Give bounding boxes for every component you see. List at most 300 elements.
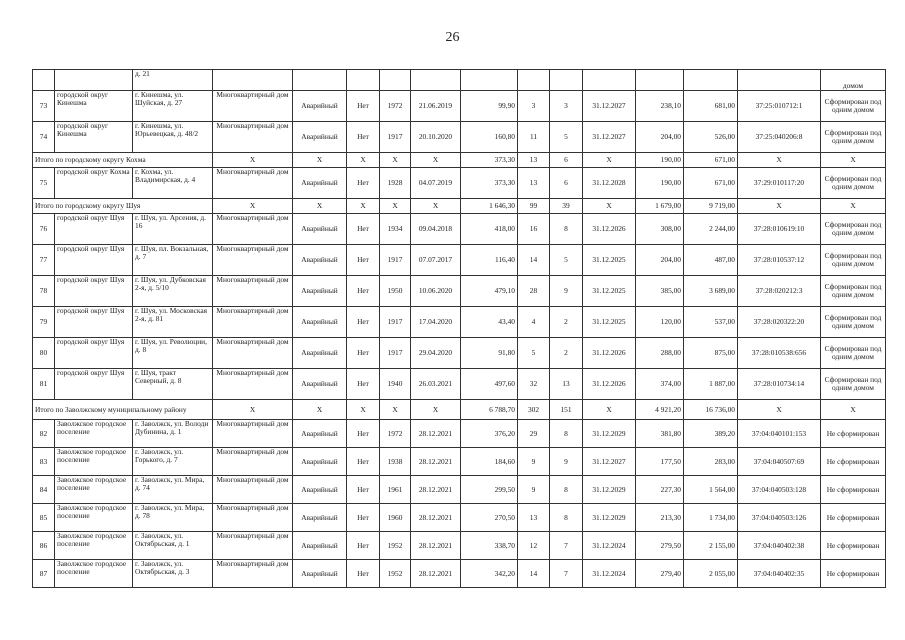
rooms-cell: 8 <box>550 214 583 245</box>
area-cell: 184,60 <box>461 448 518 476</box>
total-x-cell: X <box>293 400 347 420</box>
flag-cell: Нет <box>347 276 380 307</box>
status-cell: Не сформирован <box>821 532 886 560</box>
flag-cell: Нет <box>347 560 380 588</box>
total-row <box>33 400 886 420</box>
year-cell: 1950 <box>380 276 411 307</box>
total-label: Итого по Заволжскому муниципальному району <box>33 400 213 420</box>
cadastral-cell: 37:28:010538:656 <box>738 338 821 369</box>
status-cell: домом <box>821 70 886 91</box>
total-value-1: 4 921,20 <box>636 400 684 420</box>
value-2-cell: 1 564,00 <box>684 476 738 504</box>
deadline-cell: 31.12.2027 <box>583 91 636 122</box>
date-cell: 28.12.2021 <box>411 420 461 448</box>
deadline-cell: 31.12.2025 <box>583 307 636 338</box>
value-1-cell: 279,40 <box>636 560 684 588</box>
total-deadline: X <box>583 199 636 214</box>
total-value-2: 671,00 <box>684 153 738 168</box>
rooms-cell: 8 <box>550 420 583 448</box>
status-cell: Не сформирован <box>821 420 886 448</box>
cadastral-cell: 37:28:020212:3 <box>738 276 821 307</box>
table-row <box>33 91 886 122</box>
building-type-cell: Многоквартирный дом <box>213 504 293 532</box>
cadastral-cell: 37:29:010117:20 <box>738 168 821 199</box>
deadline-cell: 31.12.2026 <box>583 338 636 369</box>
rooms-cell: 2 <box>550 307 583 338</box>
area-cell: 91,80 <box>461 338 518 369</box>
year-cell: 1940 <box>380 369 411 400</box>
deadline-cell: 31.12.2025 <box>583 245 636 276</box>
people-cell: 5 <box>518 338 550 369</box>
status-cell: Сформирован под одним домом <box>821 307 886 338</box>
value-1-cell: 190,00 <box>636 168 684 199</box>
area-cell: 43,40 <box>461 307 518 338</box>
year-cell: 1972 <box>380 91 411 122</box>
total-row <box>33 153 886 168</box>
flag-cell: Нет <box>347 338 380 369</box>
row-number: 84 <box>33 476 55 504</box>
people-cell: 14 <box>518 245 550 276</box>
total-people: 302 <box>518 400 550 420</box>
value-2-cell: 671,00 <box>684 168 738 199</box>
row-number: 87 <box>33 560 55 588</box>
total-x-cell: X <box>347 153 380 168</box>
cadastral-cell: 37:04:040503:128 <box>738 476 821 504</box>
value-2-cell: 283,00 <box>684 448 738 476</box>
date-cell: 20.10.2020 <box>411 122 461 153</box>
year-cell: 1917 <box>380 245 411 276</box>
deadline-cell: 31.12.2027 <box>583 448 636 476</box>
table-row <box>33 532 886 560</box>
condition-cell: Аварийный <box>293 168 347 199</box>
municipality-cell: Заволжское городское поселение <box>55 420 133 448</box>
date-cell: 28.12.2021 <box>411 560 461 588</box>
total-label: Итого по городскому округу Кохма <box>33 153 213 168</box>
year-cell: 1952 <box>380 532 411 560</box>
date-cell: 17.04.2020 <box>411 307 461 338</box>
area-cell: 338,70 <box>461 532 518 560</box>
condition-cell: Аварийный <box>293 122 347 153</box>
condition-cell: Аварийный <box>293 91 347 122</box>
address-cell: г. Шуя, ул. Революции, д. 8 <box>133 338 213 369</box>
building-type-cell: Многоквартирный дом <box>213 448 293 476</box>
condition-cell: Аварийный <box>293 214 347 245</box>
page-number: 26 <box>445 30 460 45</box>
rooms-cell: 5 <box>550 122 583 153</box>
address-cell: г. Заволжск, ул. Володи Дубинина, д. 1 <box>133 420 213 448</box>
cadastral-cell: 37:04:040507:69 <box>738 448 821 476</box>
value-2-cell: 875,00 <box>684 338 738 369</box>
people-cell: 4 <box>518 307 550 338</box>
value-1-cell: 279,50 <box>636 532 684 560</box>
total-row <box>33 199 886 214</box>
building-type-cell: Многоквартирный дом <box>213 122 293 153</box>
flag-cell: Нет <box>347 168 380 199</box>
value-1-cell: 213,30 <box>636 504 684 532</box>
flag-cell: Нет <box>347 420 380 448</box>
flag-cell: Нет <box>347 122 380 153</box>
deadline-cell: 31.12.2028 <box>583 168 636 199</box>
rooms-cell: 9 <box>550 276 583 307</box>
cadastral-cell: 37:28:010619:10 <box>738 214 821 245</box>
total-x-cell: X <box>213 153 293 168</box>
condition-cell: Аварийный <box>293 420 347 448</box>
people-cell: 9 <box>518 476 550 504</box>
total-x-cell: X <box>411 199 461 214</box>
condition-cell: Аварийный <box>293 448 347 476</box>
value-2-cell: 2 155,00 <box>684 532 738 560</box>
date-cell: 28.12.2021 <box>411 504 461 532</box>
deadline-cell: 31.12.2024 <box>583 560 636 588</box>
value-2-cell: 1 734,00 <box>684 504 738 532</box>
cadastral-cell: 37:04:040402:35 <box>738 560 821 588</box>
table-body <box>33 70 886 588</box>
flag-cell: Нет <box>347 369 380 400</box>
total-x-cell: X <box>411 153 461 168</box>
building-type-cell: Многоквартирный дом <box>213 420 293 448</box>
address-cell: г. Шуя, ул. Дубковская 2-я, д. 5/10 <box>133 276 213 307</box>
cadastral-cell: 37:25:010712:1 <box>738 91 821 122</box>
rooms-cell: 8 <box>550 504 583 532</box>
area-cell: 497,60 <box>461 369 518 400</box>
value-1-cell: 385,00 <box>636 276 684 307</box>
cadastral-cell: 37:28:020322:20 <box>738 307 821 338</box>
building-type-cell: Многоквартирный дом <box>213 307 293 338</box>
deadline-cell: 31.12.2024 <box>583 532 636 560</box>
row-number: 82 <box>33 420 55 448</box>
people-cell: 13 <box>518 168 550 199</box>
row-number: 83 <box>33 448 55 476</box>
address-cell: г. Кинешма, ул. Шуйская, д. 27 <box>133 91 213 122</box>
total-rooms: 39 <box>550 199 583 214</box>
condition-cell: Аварийный <box>293 504 347 532</box>
people-cell: 29 <box>518 420 550 448</box>
flag-cell: Нет <box>347 307 380 338</box>
deadline-cell: 31.12.2026 <box>583 369 636 400</box>
total-value-2: 16 736,00 <box>684 400 738 420</box>
year-cell: 1972 <box>380 420 411 448</box>
rooms-cell: 8 <box>550 476 583 504</box>
status-cell: Сформирован под одним домом <box>821 369 886 400</box>
value-1-cell: 308,00 <box>636 214 684 245</box>
building-type-cell: Многоквартирный дом <box>213 560 293 588</box>
total-x-cell: X <box>380 153 411 168</box>
date-cell: 28.12.2021 <box>411 532 461 560</box>
rooms-cell: 2 <box>550 338 583 369</box>
people-cell: 13 <box>518 504 550 532</box>
people-cell: 3 <box>518 91 550 122</box>
date-cell: 28.12.2021 <box>411 476 461 504</box>
condition-cell: Аварийный <box>293 338 347 369</box>
total-people: 99 <box>518 199 550 214</box>
table-row <box>33 168 886 199</box>
flag-cell: Нет <box>347 448 380 476</box>
address-cell: г. Шуя, ул. Московская 2-я, д. 81 <box>133 307 213 338</box>
area-cell: 342,20 <box>461 560 518 588</box>
table-row <box>33 122 886 153</box>
row-number: 77 <box>33 245 55 276</box>
date-cell: 09.04.2018 <box>411 214 461 245</box>
building-type-cell: Многоквартирный дом <box>213 214 293 245</box>
value-1-cell: 120,00 <box>636 307 684 338</box>
status-cell: Не сформирован <box>821 504 886 532</box>
people-cell: 14 <box>518 560 550 588</box>
date-cell: 26.03.2021 <box>411 369 461 400</box>
date-cell: 04.07.2019 <box>411 168 461 199</box>
year-cell: 1934 <box>380 214 411 245</box>
building-type-cell: Многоквартирный дом <box>213 476 293 504</box>
row-number: 74 <box>33 122 55 153</box>
status-cell: Не сформирован <box>821 448 886 476</box>
table-row <box>33 369 886 400</box>
area-cell: 299,50 <box>461 476 518 504</box>
building-type-cell: Многоквартирный дом <box>213 91 293 122</box>
people-cell: 32 <box>518 369 550 400</box>
condition-cell: Аварийный <box>293 307 347 338</box>
row-number: 78 <box>33 276 55 307</box>
table-row <box>33 307 886 338</box>
condition-cell: Аварийный <box>293 245 347 276</box>
table-row <box>33 448 886 476</box>
area-cell: 116,40 <box>461 245 518 276</box>
condition-cell: Аварийный <box>293 532 347 560</box>
value-1-cell: 238,10 <box>636 91 684 122</box>
value-2-cell: 487,00 <box>684 245 738 276</box>
rooms-cell: 7 <box>550 532 583 560</box>
deadline-cell: 31.12.2025 <box>583 276 636 307</box>
total-cadastral: X <box>738 199 821 214</box>
address-cell: г. Заволжск, ул. Горького, д. 7 <box>133 448 213 476</box>
total-deadline: X <box>583 153 636 168</box>
municipality-cell: Заволжское городское поселение <box>55 532 133 560</box>
rooms-cell: 5 <box>550 245 583 276</box>
address-cell: г. Шуя, ул. Арсения, д. 16 <box>133 214 213 245</box>
total-value-1: 190,00 <box>636 153 684 168</box>
condition-cell: Аварийный <box>293 560 347 588</box>
status-cell: Сформирован под одним домом <box>821 168 886 199</box>
area-cell: 479,10 <box>461 276 518 307</box>
people-cell: 16 <box>518 214 550 245</box>
table-row <box>33 276 886 307</box>
year-cell: 1917 <box>380 307 411 338</box>
flag-cell: Нет <box>347 476 380 504</box>
condition-cell: Аварийный <box>293 369 347 400</box>
area-cell: 99,90 <box>461 91 518 122</box>
municipality-cell: Заволжское городское поселение <box>55 504 133 532</box>
total-status: X <box>821 199 886 214</box>
status-cell: Сформирован под одним домом <box>821 338 886 369</box>
value-1-cell: 204,00 <box>636 122 684 153</box>
address-cell: г. Шуя, пл. Вокзальная, д. 7 <box>133 245 213 276</box>
municipality-cell: Заволжское городское поселение <box>55 560 133 588</box>
address-cell: г. Заволжск, ул. Мира, д. 74 <box>133 476 213 504</box>
table-row <box>33 476 886 504</box>
total-value-1: 1 679,00 <box>636 199 684 214</box>
total-people: 13 <box>518 153 550 168</box>
total-x-cell: X <box>347 199 380 214</box>
total-deadline: X <box>583 400 636 420</box>
table-row <box>33 560 886 588</box>
total-status: X <box>821 153 886 168</box>
total-x-cell: X <box>213 199 293 214</box>
building-type-cell: Многоквартирный дом <box>213 338 293 369</box>
value-2-cell: 2 244,00 <box>684 214 738 245</box>
status-cell: Не сформирован <box>821 476 886 504</box>
status-cell: Сформирован под одним домом <box>821 245 886 276</box>
municipality-cell: городской округ Шуя <box>55 307 133 338</box>
total-area: 1 646,30 <box>461 199 518 214</box>
address-cell: г. Заволжск, ул. Мира, д. 78 <box>133 504 213 532</box>
area-cell: 376,20 <box>461 420 518 448</box>
total-cadastral: X <box>738 153 821 168</box>
address-cell: д. 21 <box>133 70 213 91</box>
building-type-cell: Многоквартирный дом <box>213 168 293 199</box>
value-1-cell: 288,00 <box>636 338 684 369</box>
flag-cell: Нет <box>347 214 380 245</box>
value-1-cell: 204,00 <box>636 245 684 276</box>
rooms-cell: 13 <box>550 369 583 400</box>
deadline-cell: 31.12.2029 <box>583 504 636 532</box>
date-cell: 28.12.2021 <box>411 448 461 476</box>
flag-cell: Нет <box>347 91 380 122</box>
status-cell: Сформирован под одним домом <box>821 91 886 122</box>
value-2-cell: 526,00 <box>684 122 738 153</box>
row-number: 81 <box>33 369 55 400</box>
municipality-cell: городской округ Кохма <box>55 168 133 199</box>
deadline-cell: 31.12.2029 <box>583 476 636 504</box>
total-label: Итого по городскому округу Шуя <box>33 199 213 214</box>
table-row <box>33 504 886 532</box>
flag-cell: Нет <box>347 245 380 276</box>
housing-register-table <box>32 69 886 588</box>
total-x-cell: X <box>347 400 380 420</box>
municipality-cell: городской округ Шуя <box>55 214 133 245</box>
table-row <box>33 245 886 276</box>
municipality-cell: Заволжское городское поселение <box>55 476 133 504</box>
building-type-cell: Многоквартирный дом <box>213 532 293 560</box>
cadastral-cell: 37:28:010734:14 <box>738 369 821 400</box>
date-cell: 10.06.2020 <box>411 276 461 307</box>
row-number: 86 <box>33 532 55 560</box>
date-cell: 07.07.2017 <box>411 245 461 276</box>
row-number: 85 <box>33 504 55 532</box>
people-cell: 28 <box>518 276 550 307</box>
municipality-cell: городской округ Шуя <box>55 369 133 400</box>
rooms-cell: 9 <box>550 448 583 476</box>
value-2-cell: 537,00 <box>684 307 738 338</box>
cadastral-cell: 37:04:040101:153 <box>738 420 821 448</box>
status-cell: Сформирован под одним домом <box>821 214 886 245</box>
municipality-cell: городской округ Кинешма <box>55 122 133 153</box>
value-1-cell: 374,00 <box>636 369 684 400</box>
building-type-cell: Многоквартирный дом <box>213 276 293 307</box>
total-x-cell: X <box>411 400 461 420</box>
total-status: X <box>821 400 886 420</box>
area-cell: 373,30 <box>461 168 518 199</box>
condition-cell: Аварийный <box>293 276 347 307</box>
cadastral-cell: 37:04:040503:126 <box>738 504 821 532</box>
deadline-cell: 31.12.2029 <box>583 420 636 448</box>
rooms-cell: 6 <box>550 168 583 199</box>
total-x-cell: X <box>293 153 347 168</box>
status-cell: Сформирован под одним домом <box>821 276 886 307</box>
row-number: 75 <box>33 168 55 199</box>
value-2-cell: 1 887,00 <box>684 369 738 400</box>
year-cell: 1917 <box>380 122 411 153</box>
continuation-row <box>33 70 886 91</box>
value-2-cell: 389,20 <box>684 420 738 448</box>
flag-cell: Нет <box>347 532 380 560</box>
condition-cell: Аварийный <box>293 476 347 504</box>
row-number: 80 <box>33 338 55 369</box>
deadline-cell: 31.12.2026 <box>583 214 636 245</box>
status-cell: Не сформирован <box>821 560 886 588</box>
date-cell: 21.06.2019 <box>411 91 461 122</box>
status-cell: Сформирован под одним домом <box>821 122 886 153</box>
total-x-cell: X <box>213 400 293 420</box>
building-type-cell: Многоквартирный дом <box>213 245 293 276</box>
deadline-cell: 31.12.2027 <box>583 122 636 153</box>
address-cell: г. Заволжск, ул. Октябрьская, д. 3 <box>133 560 213 588</box>
value-1-cell: 177,50 <box>636 448 684 476</box>
year-cell: 1938 <box>380 448 411 476</box>
total-value-2: 9 719,00 <box>684 199 738 214</box>
address-cell: г. Заволжск, ул. Октябрьская, д. 1 <box>133 532 213 560</box>
total-rooms: 6 <box>550 153 583 168</box>
total-rooms: 151 <box>550 400 583 420</box>
people-cell: 12 <box>518 532 550 560</box>
municipality-cell: городской округ Шуя <box>55 276 133 307</box>
value-2-cell: 681,00 <box>684 91 738 122</box>
municipality-cell: городской округ Шуя <box>55 245 133 276</box>
value-2-cell: 3 689,00 <box>684 276 738 307</box>
total-area: 6 788,70 <box>461 400 518 420</box>
row-number: 76 <box>33 214 55 245</box>
people-cell: 9 <box>518 448 550 476</box>
cadastral-cell: 37:28:010537:12 <box>738 245 821 276</box>
year-cell: 1960 <box>380 504 411 532</box>
total-x-cell: X <box>380 400 411 420</box>
address-cell: г. Кохма, ул. Владимирская, д. 4 <box>133 168 213 199</box>
municipality-cell: Заволжское городское поселение <box>55 448 133 476</box>
address-cell: г. Шуя, тракт Северный, д. 8 <box>133 369 213 400</box>
rooms-cell: 7 <box>550 560 583 588</box>
area-cell: 270,50 <box>461 504 518 532</box>
year-cell: 1928 <box>380 168 411 199</box>
date-cell: 29.04.2020 <box>411 338 461 369</box>
cadastral-cell: 37:04:040402:38 <box>738 532 821 560</box>
year-cell: 1961 <box>380 476 411 504</box>
total-cadastral: X <box>738 400 821 420</box>
municipality-cell: городской округ Шуя <box>55 338 133 369</box>
total-area: 373,30 <box>461 153 518 168</box>
area-cell: 418,00 <box>461 214 518 245</box>
people-cell: 11 <box>518 122 550 153</box>
year-cell: 1917 <box>380 338 411 369</box>
area-cell: 160,80 <box>461 122 518 153</box>
table-row <box>33 338 886 369</box>
year-cell: 1952 <box>380 560 411 588</box>
flag-cell: Нет <box>347 504 380 532</box>
value-2-cell: 2 055,00 <box>684 560 738 588</box>
value-1-cell: 381,80 <box>636 420 684 448</box>
total-x-cell: X <box>380 199 411 214</box>
value-1-cell: 227,30 <box>636 476 684 504</box>
total-x-cell: X <box>293 199 347 214</box>
cadastral-cell: 37:25:040206:8 <box>738 122 821 153</box>
table-row <box>33 214 886 245</box>
table-row <box>33 420 886 448</box>
